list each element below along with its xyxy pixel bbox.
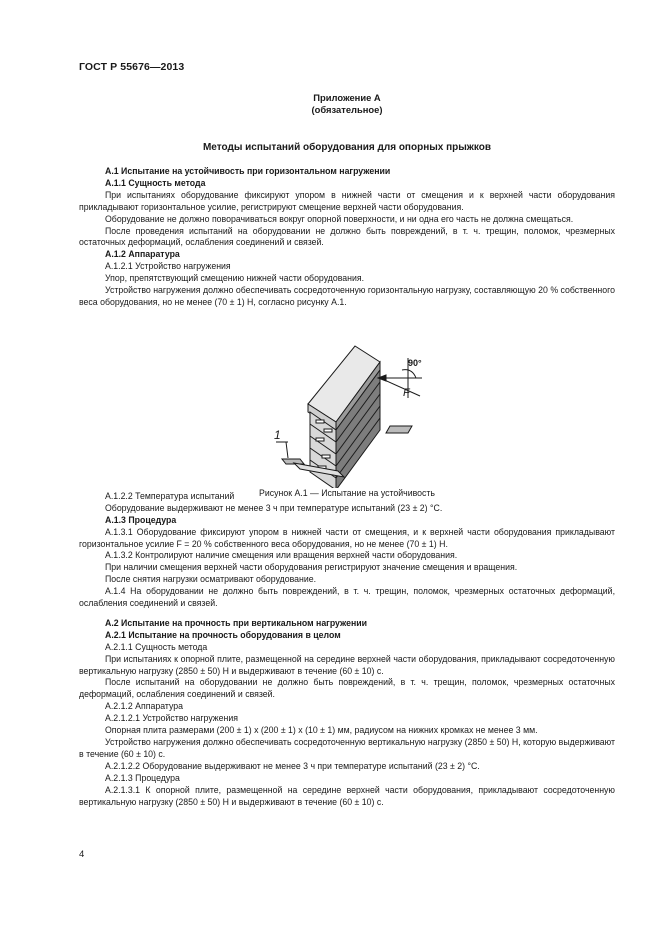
- paragraph: А.2.1.2.2 Оборудование выдерживают не менее 3 ч при температуре испытаний (23 ± 2) °С.: [105, 760, 480, 771]
- page-number: 4: [79, 849, 85, 860]
- paragraph: А.2.1.3 Процедура: [105, 772, 180, 783]
- paragraph: А.1.2.1 Устройство нагружения: [105, 261, 231, 272]
- paragraph: А.1.4 На оборудовании не должно быть повреждений, в т. ч. трещин, поломок, чрезмерных остаточных деформаций, ослабления соединений и связей.: [79, 586, 615, 609]
- paragraph: А.2.1.3.1 К опорной плите, размещенной на середине верхней части оборудования, прикладывают сосредоточенную вертикальную нагрузку (2850 ± 50) Н и выдерживают в течение (60 ± 10) с.: [79, 784, 615, 807]
- force-label: F: [403, 387, 410, 399]
- paragraph: При испытаниях к опорной плите, размещенной на середине верхней части оборудования, прикладывают сосредоточенную вертикальную нагрузку (2850 ± 50) Н и выдерживают в течение (60 ± 10) с.: [79, 653, 615, 676]
- appendix-status: (обязательное): [311, 104, 383, 115]
- figure-caption: Рисунок А.1 — Испытание на устойчивость: [259, 488, 435, 498]
- paragraph: А.1.3.2 Контролируют наличие смещения или вращения верхней части оборудования.: [105, 550, 458, 561]
- paragraph: После проведения испытаний на оборудовании не должно быть повреждений, в т. ч. трещин, поломок, чрезмерных остаточных деформаций, ослабления соединений и связей.: [79, 225, 615, 248]
- paragraph: Устройство нагружения должно обеспечивать сосредоточенную горизонтальную нагрузку, составляющую 20 % собственного веса оборудования, но не менее (70 ± 1) Н, согласно рисунку А.1.: [79, 285, 615, 307]
- section-heading: А.2.1 Испытание на прочность оборудования в целом: [105, 629, 341, 640]
- section-heading: А.2 Испытание на прочность при вертикальном нагружении: [105, 617, 368, 628]
- paragraph: Оборудование не должно поворачиваться вокруг опорной поверхности, и ни одна его часть не должна смещаться.: [105, 213, 574, 224]
- paragraph: Опорная плита размерами (200 ± 1) х (200 ± 1) х (10 ± 1) мм, радиусом на нижних кромках не менее 3 мм.: [105, 725, 538, 736]
- section-title: Методы испытаний оборудования для опорных прыжков: [202, 142, 492, 153]
- angle-label: 90°: [408, 358, 422, 368]
- section-heading: А.1.2 Аппаратура: [105, 249, 180, 260]
- stop-plate: [282, 459, 304, 464]
- appendix-title: Приложение А: [313, 92, 381, 103]
- section-heading: А.1.3 Процедура: [105, 514, 177, 525]
- paragraph: А.2.1.2.1 Устройство нагружения: [105, 713, 238, 724]
- stop-label: 1: [274, 428, 281, 442]
- paragraph: А.2.1.1 Сущность метода: [105, 641, 208, 652]
- standard-header: ГОСТ Р 55676—2013: [79, 61, 185, 73]
- stop-leader: [286, 442, 288, 458]
- paragraph: При наличии смещения верхней части оборудования регистрируют значение смещения и вращения.: [105, 562, 518, 573]
- paragraph: А.1.3.1 Оборудование фиксируют упором в нижней части от смещения, и к верхней части оборудования прикладывают горизонтальное усилие F = 20 % собственного веса оборудования, но не менее (70 ± 1) Н.: [79, 526, 615, 549]
- paragraph: Упор, препятствующий смещению нижней части оборудования.: [105, 273, 365, 284]
- paragraph: Оборудование выдерживают не менее 3 ч при температуре испытаний (23 ± 2) °С.: [105, 502, 443, 513]
- paragraph: При испытаниях оборудование фиксируют упором в нижней части от смещения и к верхней части оборудования прикладывают горизонтальное усилие, регистрируют смещение верхней части оборудования.: [79, 189, 615, 212]
- section-heading: А.1.1 Сущность метода: [105, 177, 206, 188]
- vault-box-stability-figure: [260, 338, 450, 488]
- paragraph: А.2.1.2 Аппаратура: [105, 701, 183, 712]
- paragraph: После снятия нагрузки осматривают оборудование.: [105, 574, 317, 585]
- section-heading: А.1 Испытание на устойчивость при горизонтальном нагружении: [105, 166, 391, 176]
- paragraph: После испытаний на оборудовании не должно быть повреждений, в т. ч. трещин, поломок, чрезмерных остаточных деформаций, ослабления соединений и связей.: [79, 677, 615, 700]
- paragraph: А.1.2.2 Температура испытаний: [105, 490, 235, 501]
- paragraph: Устройство нагружения должно обеспечивать сосредоточенную вертикальную нагрузку (2850 ± 50) Н, которую выдерживают в течение (60 ± 10) с.: [79, 737, 615, 759]
